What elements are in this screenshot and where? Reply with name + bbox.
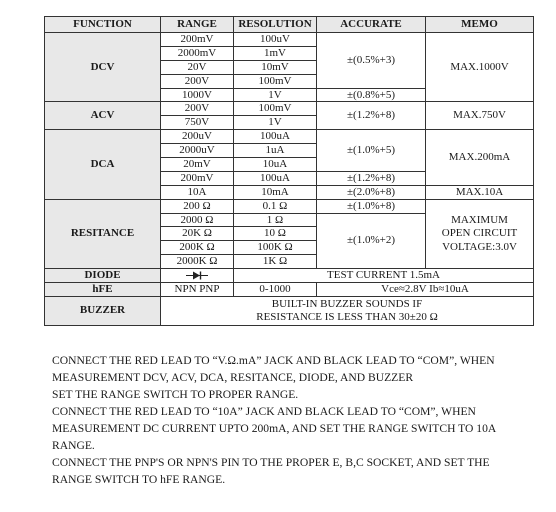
- range-cell: 200mV: [161, 171, 234, 185]
- instruction-line: SET THE RANGE SWITCH TO PROPER RANGE.: [52, 388, 299, 401]
- accuracy-cell: ±(1.0%+5): [317, 130, 426, 172]
- range-cell: 2000K Ω: [161, 255, 234, 269]
- instruction-line: CONNECT THE RED LEAD TO “10A” JACK AND BLACK LEAD TO “COM”, WHEN: [52, 405, 476, 418]
- accuracy-cell: ±(1.2%+8): [317, 102, 426, 130]
- resolution-cell: 10mA: [234, 185, 317, 199]
- resolution-cell: 1V: [234, 88, 317, 102]
- resolution-cell: 0.1 Ω: [234, 199, 317, 213]
- instruction-line: RANGE SWITCH TO hFE RANGE.: [52, 473, 226, 486]
- header-row: [45, 17, 534, 33]
- resolution-cell: 1mV: [234, 46, 317, 60]
- diode-note: TEST CURRENT 1.5mA: [234, 269, 534, 283]
- table-row: [45, 283, 534, 297]
- resolution-cell: 100K Ω: [234, 241, 317, 255]
- resolution-cell: 1V: [234, 116, 317, 130]
- buzzer-line: BUILT-IN BUZZER SOUNDS IF: [271, 297, 423, 310]
- memo-line: VOLTAGE:3.0V: [442, 240, 517, 253]
- range-cell: 200V: [161, 102, 234, 116]
- memo-line: OPEN CIRCUIT: [441, 227, 518, 240]
- resolution-cell: 1uA: [234, 144, 317, 158]
- range-cell: 200mV: [161, 33, 234, 47]
- table-row: [45, 33, 534, 47]
- range-cell: 200 Ω: [161, 199, 234, 213]
- function-dca: DCA: [45, 130, 161, 199]
- accuracy-cell: ±(1.0%+2): [317, 213, 426, 269]
- function-hfe: hFE: [45, 283, 161, 297]
- resolution-cell: 10mV: [234, 60, 317, 74]
- instruction-line: MEASUREMENT DCV, ACV, DCA, RESITANCE, DIODE, AND BUZZER: [52, 371, 414, 384]
- header-accurate: ACCURATE: [317, 17, 426, 33]
- table-row: [45, 199, 534, 213]
- memo-cell: MAX.200mA: [426, 130, 534, 186]
- resolution-cell: 10 Ω: [234, 227, 317, 241]
- instruction-line: MEASUREMENT DC CURRENT UPTO 200mA, AND SET THE RANGE SWITCH TO 10A: [52, 422, 497, 435]
- function-resistance: RESITANCE: [45, 199, 161, 268]
- resolution-cell: 1K Ω: [234, 255, 317, 269]
- buzzer-note: [161, 296, 534, 325]
- range-cell: 2000 Ω: [161, 213, 234, 227]
- table-row: [45, 269, 534, 283]
- header-function: FUNCTION: [45, 17, 161, 33]
- memo-line: MAXIMUM: [451, 213, 508, 226]
- header-memo: MEMO: [426, 17, 534, 33]
- table-row: [45, 102, 534, 116]
- range-cell: 200uV: [161, 130, 234, 144]
- memo-cell: MAX.1000V: [426, 33, 534, 102]
- resolution-cell: 100uA: [234, 130, 317, 144]
- instruction-line: RANGE.: [52, 439, 95, 452]
- accuracy-cell: ±(1.2%+8): [317, 171, 426, 185]
- table-row: [45, 130, 534, 144]
- instruction-line: CONNECT THE RED LEAD TO “V.Ω.mA” JACK AND BLACK LEAD TO “COM”, WHEN: [52, 354, 495, 367]
- range-cell: [161, 269, 234, 283]
- table-row: [45, 296, 534, 325]
- range-cell: 20V: [161, 60, 234, 74]
- range-cell: 2000mV: [161, 46, 234, 60]
- range-cell: 1000V: [161, 88, 234, 102]
- specification-table: [44, 16, 534, 326]
- function-diode: DIODE: [45, 269, 161, 283]
- range-cell: 200K Ω: [161, 241, 234, 255]
- range-cell: 10A: [161, 185, 234, 199]
- memo-cell: MAX.10A: [426, 185, 534, 199]
- range-cell: 20mV: [161, 158, 234, 172]
- range-cell: 20K Ω: [161, 227, 234, 241]
- function-buzzer: BUZZER: [45, 296, 161, 325]
- resolution-cell: 0-1000: [234, 283, 317, 297]
- resolution-cell: 100mV: [234, 74, 317, 88]
- diode-icon: [186, 271, 208, 280]
- buzzer-line: RESISTANCE IS LESS THAN 30±20 Ω: [256, 310, 438, 323]
- accuracy-cell: ±(2.0%+8): [317, 185, 426, 199]
- range-cell: 750V: [161, 116, 234, 130]
- resolution-cell: 10uA: [234, 158, 317, 172]
- hfe-note: Vce≈2.8V Ib≈10uA: [317, 283, 534, 297]
- usage-instructions: [52, 352, 552, 488]
- resolution-cell: 1 Ω: [234, 213, 317, 227]
- resolution-cell: 100uA: [234, 171, 317, 185]
- resolution-cell: 100mV: [234, 102, 317, 116]
- function-acv: ACV: [45, 102, 161, 130]
- memo-cell: [426, 199, 534, 268]
- range-cell: 200V: [161, 74, 234, 88]
- range-cell: 2000uV: [161, 144, 234, 158]
- instruction-line: CONNECT THE PNP'S OR NPN'S PIN TO THE PROPER E, B,C SOCKET, AND SET THE: [52, 456, 490, 469]
- header-range: RANGE: [161, 17, 234, 33]
- accuracy-cell: ±(1.0%+8): [317, 199, 426, 213]
- function-dcv: DCV: [45, 33, 161, 102]
- memo-cell: MAX.750V: [426, 102, 534, 130]
- resolution-cell: 100uV: [234, 33, 317, 47]
- accuracy-cell: ±(0.5%+3): [317, 33, 426, 89]
- header-resolution: RESOLUTION: [234, 17, 317, 33]
- range-cell: NPN PNP: [161, 283, 234, 297]
- accuracy-cell: ±(0.8%+5): [317, 88, 426, 102]
